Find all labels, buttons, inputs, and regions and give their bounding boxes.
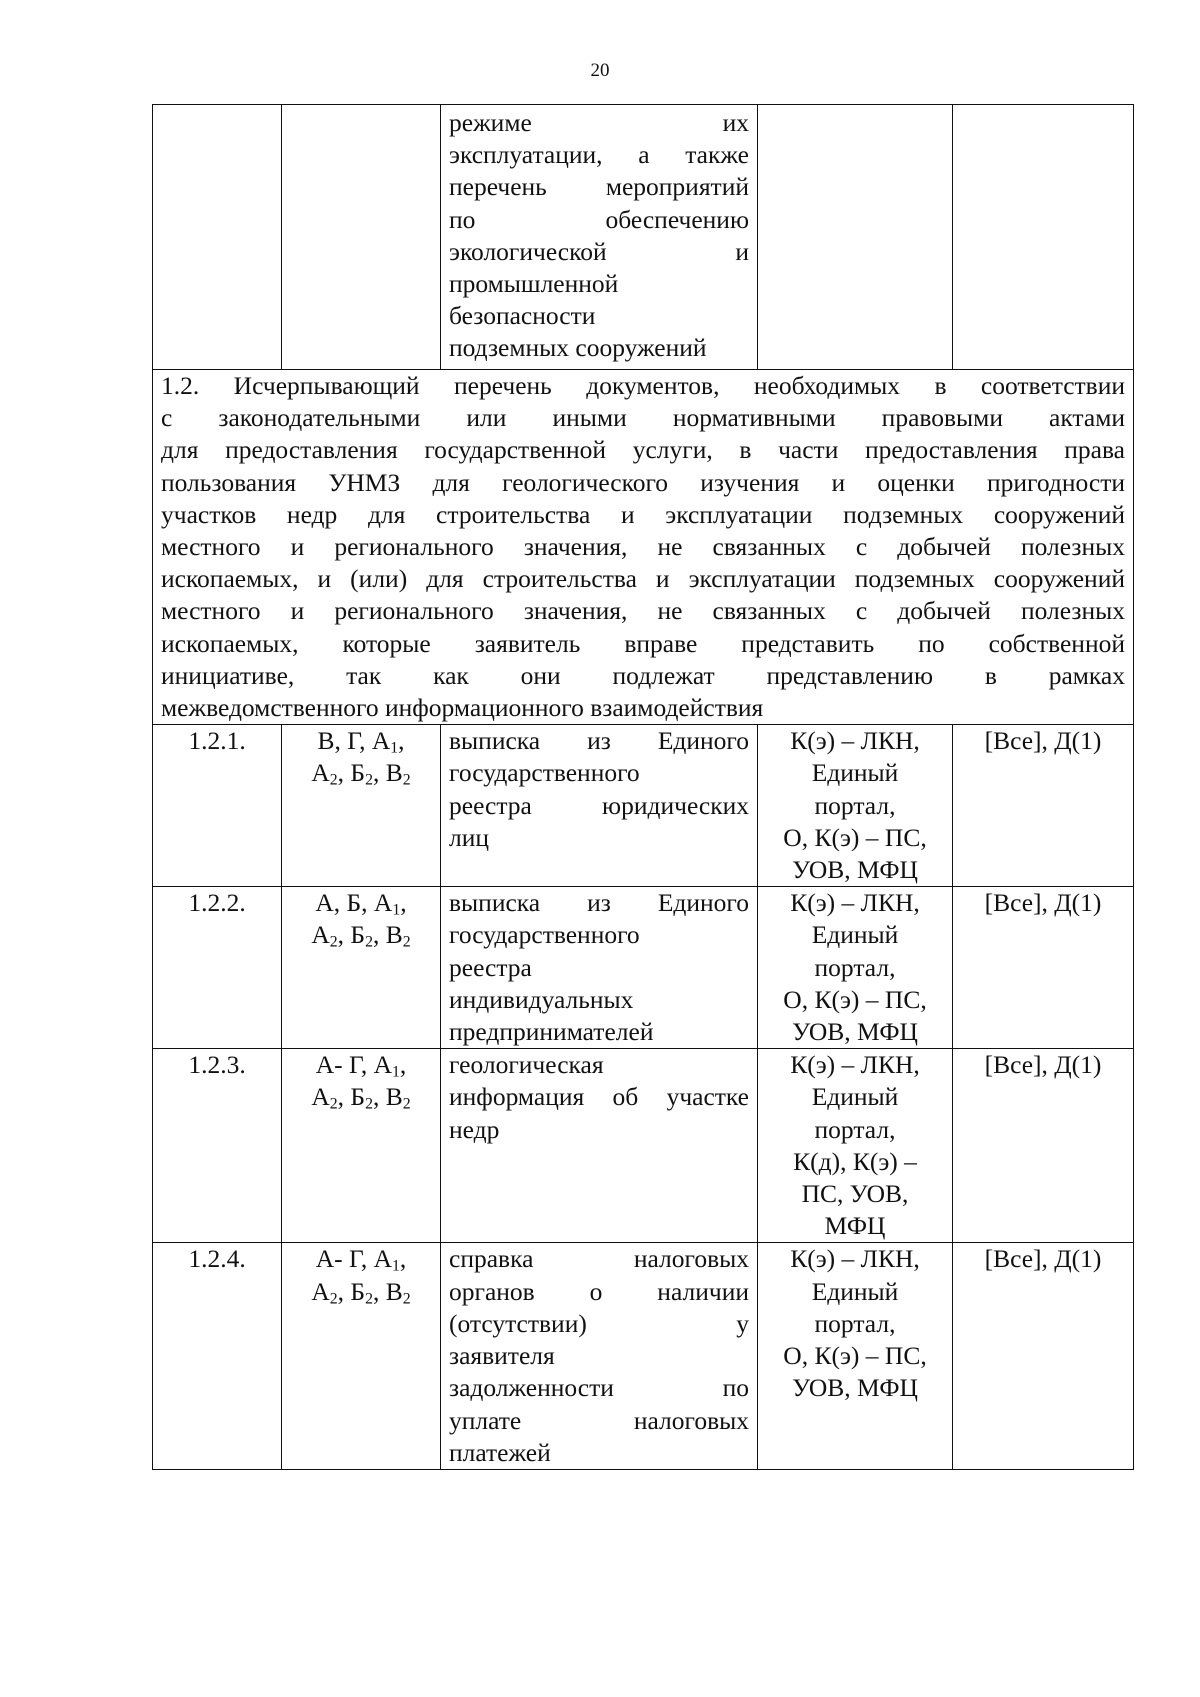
description-line: по обеспечению bbox=[449, 204, 749, 234]
description-line: перечень мероприятий bbox=[449, 172, 749, 202]
section-line: для предоставления государственной услуги, в части предоставления права bbox=[161, 435, 1125, 465]
page-number: 20 bbox=[590, 60, 610, 81]
documents-table bbox=[152, 104, 1134, 1470]
row-description: геологическая информация об участке недр bbox=[441, 1049, 758, 1243]
row-categories: А, Б, $А_1$, $А_2$, $Б_2$, $В_2$ bbox=[282, 887, 441, 1049]
row-categories: В, Г, $А_1$, $А_2$, $Б_2$, $В_2$ bbox=[282, 725, 441, 887]
row-number: 1.2.3. bbox=[153, 1049, 282, 1243]
section-line: инициативе, так как они подлежат представлению в рамках bbox=[161, 660, 1125, 690]
row-number: 1.2.2. bbox=[153, 887, 282, 1049]
row-result: [Все], Д(1) bbox=[953, 887, 1134, 1049]
number-cell bbox=[153, 105, 282, 370]
row-channels: К(э) – ЛКН, Единый портал, К(д), К(э) – ПС, УОВ, МФЦ bbox=[758, 1049, 953, 1243]
row-channels: К(э) – ЛКН, Единый портал, О, К(э) – ПС, УОВ, МФЦ bbox=[758, 887, 953, 1049]
section-line: ископаемых, которые заявитель вправе представить по собственной bbox=[161, 628, 1125, 658]
description-line: режиме их bbox=[449, 108, 749, 137]
table-row bbox=[153, 1243, 1134, 1469]
description-line: промышленной bbox=[449, 269, 619, 299]
section-row bbox=[153, 370, 1134, 725]
description-line: подземных сооружений bbox=[449, 333, 707, 363]
table-row bbox=[153, 887, 1134, 1049]
row-description: выписка из Единого государственного реестра индивидуальных предпринимателей bbox=[441, 887, 758, 1049]
row-channels: К(э) – ЛКН, Единый портал, О, К(э) – ПС, УОВ, МФЦ bbox=[758, 725, 953, 887]
section-text bbox=[153, 370, 1134, 725]
row-result: [Все], Д(1) bbox=[953, 1243, 1134, 1469]
row-channels: К(э) – ЛКН, Единый портал, О, К(э) – ПС, УОВ, МФЦ bbox=[758, 1243, 953, 1469]
section-line: 1.2. Исчерпывающий перечень документов, необходимых в соответствии bbox=[161, 371, 1125, 400]
table-row bbox=[153, 1049, 1134, 1243]
table-row bbox=[153, 725, 1134, 887]
category-cell bbox=[282, 105, 441, 370]
description-line: эксплуатации, а также bbox=[449, 140, 749, 170]
section-line: местного и регионального значения, не связанных с добычей полезных bbox=[161, 596, 1125, 626]
result-cell bbox=[953, 105, 1134, 370]
description-line: безопасности bbox=[449, 301, 596, 331]
section-line: межведомственного информационного взаимодействия bbox=[161, 693, 764, 723]
section-line: пользования УНМЗ для геологического изучения и оценки пригодности bbox=[161, 467, 1125, 497]
row-description: выписка из Единого государственного реестра юридических лиц bbox=[441, 725, 758, 887]
row-number: 1.2.1. bbox=[153, 725, 282, 887]
section-line: с законодательными или иными нормативными правовыми актами bbox=[161, 403, 1125, 433]
channels-cell bbox=[758, 105, 953, 370]
row-description: справка налоговых органов о наличии (отсутствии) у заявителя задолженности по уплате налоговых платежей bbox=[441, 1243, 758, 1469]
section-line: ископаемых, и (или) для строительства и эксплуатации подземных сооружений bbox=[161, 564, 1125, 594]
row-number: 1.2.4. bbox=[153, 1243, 282, 1469]
row-categories: А- Г, $А_1$, $А_2$, $Б_2$, $В_2$ bbox=[282, 1243, 441, 1469]
description-line: экологической и bbox=[449, 236, 749, 266]
section-line: участков недр для строительства и эксплуатации подземных сооружений bbox=[161, 499, 1125, 529]
section-line: местного и регионального значения, не связанных с добычей полезных bbox=[161, 532, 1125, 562]
description-cell bbox=[441, 105, 758, 370]
continuation-row bbox=[153, 105, 1134, 370]
row-categories: А- Г, $А_1$, $А_2$, $Б_2$, $В_2$ bbox=[282, 1049, 441, 1243]
row-result: [Все], Д(1) bbox=[953, 725, 1134, 887]
row-result: [Все], Д(1) bbox=[953, 1049, 1134, 1243]
